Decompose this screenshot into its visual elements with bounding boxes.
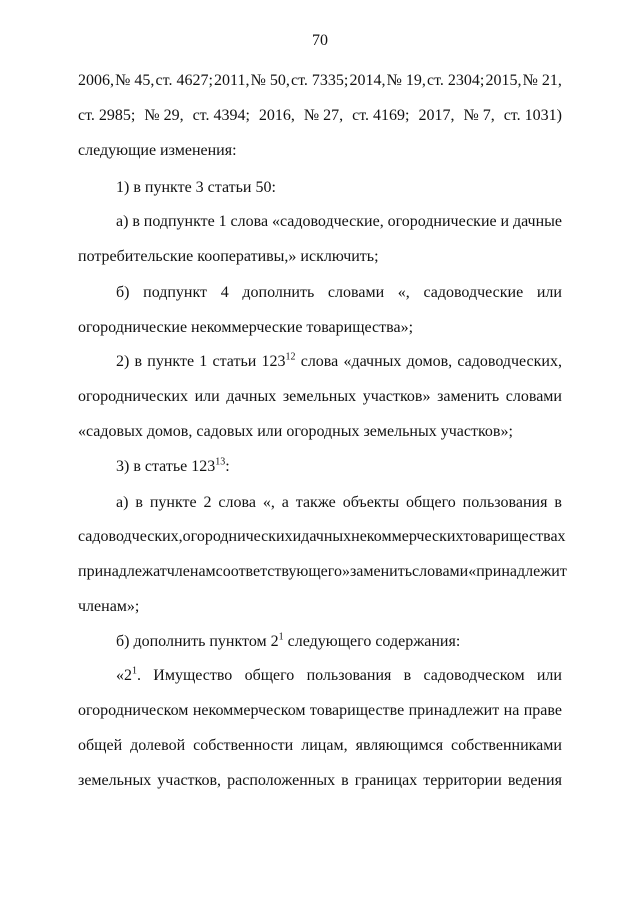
word: № 21, [522,72,562,89]
word: и [292,528,302,545]
word: земельных [282,388,357,405]
word: собственниками [451,737,562,754]
word: «, [397,284,410,301]
word: 2 [203,494,212,511]
word: словами [327,284,385,301]
word: некоммерческих [351,528,464,545]
word: также [295,494,336,511]
word: ведения [507,772,562,789]
word: ст. 1031) [503,107,562,124]
word: садоводческие [423,284,524,301]
paragraph-line: огороднические некоммерческие товарищества»; [78,319,414,336]
word: общей [78,737,123,754]
paragraph-line: 1) в пункте 3 статьи 50: [116,179,276,196]
word: 2014, [349,72,386,89]
word: участков, [157,772,222,789]
word: долевой [130,737,186,754]
word: ст. 2304; [427,72,485,89]
word: 2) [116,353,130,370]
word: являющимся [355,737,444,754]
word: «садоводческие, [271,213,384,230]
word: в [554,494,562,511]
superscript: 1 [132,665,137,677]
word: огороднические [387,213,497,230]
word: домов, [406,353,453,370]
word: пользования [306,667,392,684]
word: ст. 4627; [155,72,213,89]
word: собственности [193,737,294,754]
superscript: 1 [278,631,284,643]
word: Имущество [153,667,233,684]
paragraph-line [116,283,562,303]
word: ст. 4169; [352,107,410,124]
page-number: 70 [312,32,328,49]
word: огороднических [78,388,188,405]
word: огородническом [78,702,189,719]
word: 1 [199,353,208,370]
word: соответствующего» [215,563,350,580]
paragraph-line [116,212,562,232]
word: расположенных [227,772,336,789]
word: земельных [78,772,152,789]
word: 2006, [78,72,114,89]
superscript: 12 [285,351,296,363]
paragraph-line: членам»; [78,598,140,615]
paragraph-line: следующие изменения: [78,142,237,159]
word: дачных [301,528,352,545]
word: принадлежит [408,702,500,719]
word: заменить [437,388,500,405]
word: и [500,213,510,230]
word: или [536,284,562,301]
word: 2011, [214,72,250,89]
paragraph-line: 3) в статье $123^{13}$: [116,456,230,475]
word: в [135,494,143,511]
word: № 29, [144,107,184,124]
word: 2016, [258,107,295,124]
word: б) [116,284,130,301]
paragraph-line [78,771,562,791]
word: ст. 4394; [192,107,250,124]
word: подпункт [143,284,208,301]
word: 4 [220,284,229,301]
word: общего [406,494,456,511]
word: 1 [218,213,227,230]
word: подпункте [143,213,215,230]
paragraph-line [78,527,566,547]
paragraph-line [116,666,562,686]
word: в [341,772,349,789]
word: территории [423,772,502,789]
word: заменить [349,563,413,580]
word: пользования [462,494,548,511]
word: № 45, [115,72,155,89]
word: а) [116,494,129,511]
word: а [281,494,289,511]
paragraph-line [116,493,562,513]
word: 2015, [485,72,522,89]
paragraph-line [116,352,562,372]
word: «принадлежит [468,563,567,580]
word: товариществах [463,528,566,545]
word: границах [354,772,418,789]
word: «дачных [343,353,402,370]
word: слова [218,494,256,511]
word: лицам, [301,737,348,754]
paragraph-line [78,106,562,126]
word: праве [523,702,562,719]
word: 2017, [418,107,455,124]
word: слова [300,353,339,370]
word: словами [412,563,469,580]
word: в [134,353,143,370]
word: принадлежат [78,563,167,580]
word: дополнить [242,284,315,301]
word: дачных [226,388,277,405]
word: на [503,702,520,719]
word: пункте [149,494,197,511]
paragraph-line [78,701,562,721]
paragraph-line: б) дополнить пунктом $2^1$ следующего содержания: [116,631,461,650]
word: ст. 7335; [290,72,349,89]
word: слова [230,213,269,230]
word: садоводческом [423,667,525,684]
word: «, [262,494,275,511]
word: дачные [512,213,562,230]
paragraph-line: потребительские кооперативы,» исключить; [78,248,379,265]
word: пункте [147,353,195,370]
word: товариществе [309,702,405,719]
word: объекты [342,494,400,511]
word: в [132,213,140,230]
word: № 50, [250,72,290,89]
word: статьи [212,353,257,370]
word: некоммерческом [192,702,306,719]
word: ст. 2985; [78,107,136,124]
word: в [403,667,412,684]
clause-number: «$2^1$. [116,665,141,684]
word: огороднических [182,528,293,545]
word: № 19, [386,72,426,89]
word: или [536,667,562,684]
word: садоводческих, [457,353,562,370]
paragraph-line [78,71,562,91]
word: № 7, [463,107,495,124]
article-number: $123^{12}$ [261,351,296,370]
word: участков» [362,388,431,405]
word: общего [244,667,295,684]
word: садоводческих, [78,528,183,545]
paragraph-line [78,387,562,407]
word: членам [166,563,216,580]
word: словами [505,388,562,405]
superscript: 13 [215,456,226,468]
paragraph-line [78,736,562,756]
paragraph-line [78,562,567,582]
word: № 27, [303,107,344,124]
paragraph-line: «садовых домов, садовых или огородных земельных участков»; [78,423,513,440]
word: а) [116,213,129,230]
word: или [194,388,220,405]
